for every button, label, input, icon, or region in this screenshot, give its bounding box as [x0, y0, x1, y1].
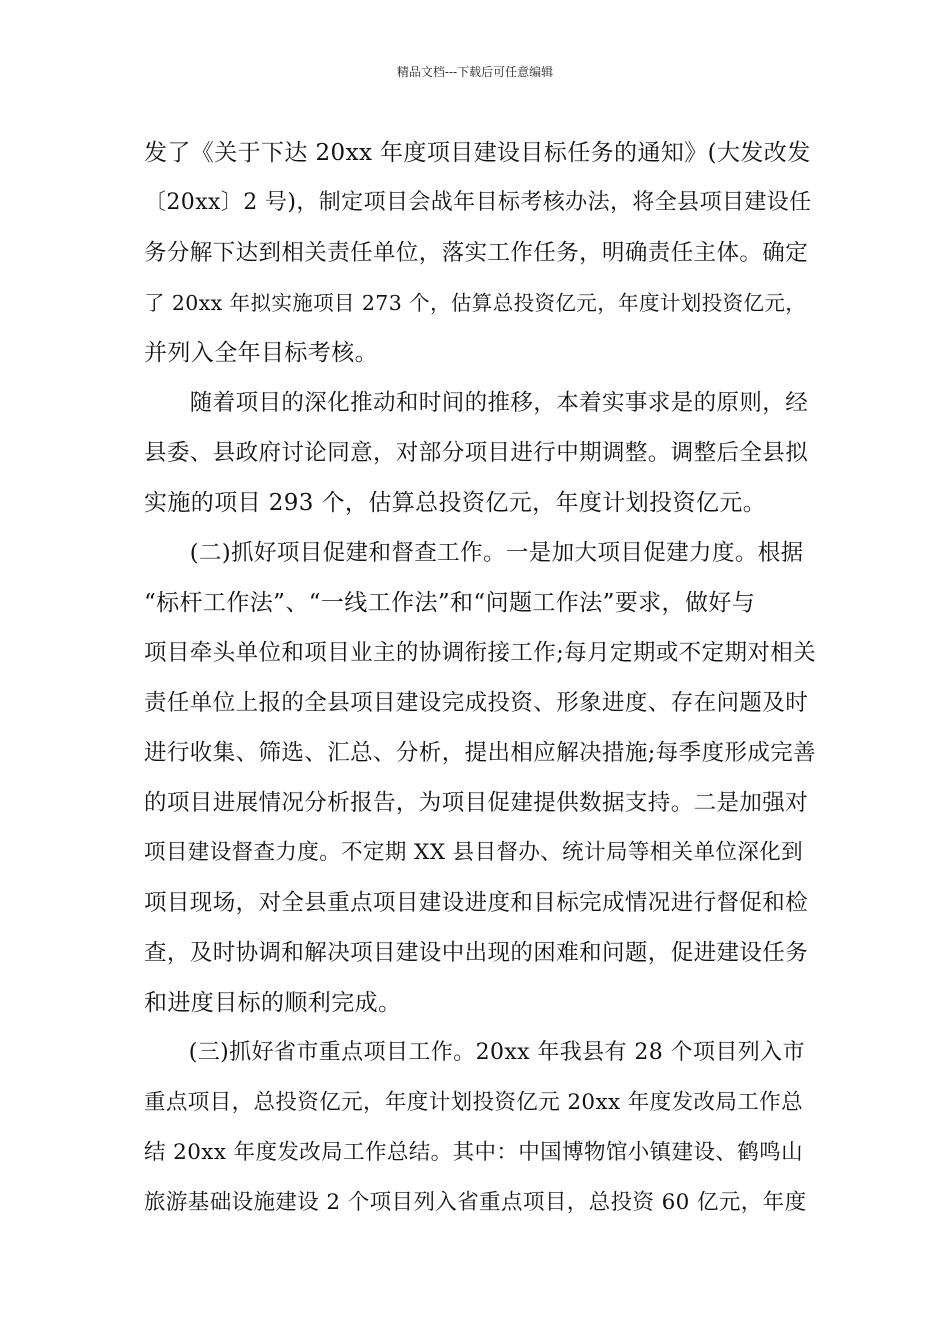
page-header: 精品文档---下载后可任意编辑 — [396, 65, 554, 79]
text-line: 旅游基础设施建设 2 个项目列入省重点项目，总投资 60 亿元，年度 — [144, 1190, 807, 1215]
text-line: “标杆工作法”、“一线工作法”和“问题工作法”要求，做好与 — [144, 590, 756, 616]
text-line: 结 20xx 年度发改局工作总结。其中：中国博物馆小镇建设、鹤鸣山 — [144, 1140, 803, 1165]
text-line: 进行收集、筛选、汇总、分析，提出相应解决措施;每季度形成完善 — [144, 740, 817, 766]
text-line: 项目现场，对全县重点项目建设进度和目标完成情况进行督促和检 — [144, 890, 809, 916]
text-line: (二)抓好项目促建和督查工作。一是加大项目促建力度。根据 — [144, 540, 804, 566]
text-line: 随着项目的深化推动和时间的推移，本着实事求是的原则，经 — [144, 390, 809, 416]
text-line: (三)抓好省市重点项目工作。20xx 年我县有 28 个项目列入市 — [144, 1040, 805, 1065]
text-line: 重点项目，总投资亿元，年度计划投资亿元 20xx 年度发改局工作总 — [144, 1090, 803, 1115]
text-line: 查，及时协调和解决项目建设中出现的困难和问题，促进建设任务 — [144, 940, 809, 966]
text-line: 并列入全年目标考核。 — [144, 340, 378, 366]
text-line: 县委、县政府讨论同意，对部分项目进行中期调整。调整后全县拟 — [144, 440, 809, 466]
text-line: 责任单位上报的全县项目建设完成投资、形象进度、存在问题及时 — [144, 690, 809, 716]
text-line: 发了《关于下达 20xx 年度项目建设目标任务的通知》(大发改发 — [144, 140, 811, 166]
text-line: 的项目进展情况分析报告，为项目促建提供数据支持。二是加强对 — [144, 790, 809, 816]
text-line: 了 20xx 年拟实施项目 273 个，估算总投资亿元，年度计划投资亿元， — [144, 291, 807, 315]
text-line: 项目牵头单位和项目业主的协调衔接工作;每月定期或不定期对相关 — [144, 640, 817, 666]
document-body — [144, 128, 816, 1228]
text-line: 〔20xx〕2 号)，制定项目会战年目标考核办法，将全县项目建设任 — [144, 190, 812, 215]
text-line: 项目建设督查力度。不定期 XX 县目督办、统计局等相关单位深化到 — [144, 840, 804, 865]
text-line: 实施的项目 293 个，估算总投资亿元，年度计划投资亿元。 — [144, 490, 767, 516]
text-line: 和进度目标的顺利完成。 — [144, 990, 402, 1016]
text-line: 务分解下达到相关责任单位，落实工作任务，明确责任主体。确定 — [144, 240, 809, 266]
